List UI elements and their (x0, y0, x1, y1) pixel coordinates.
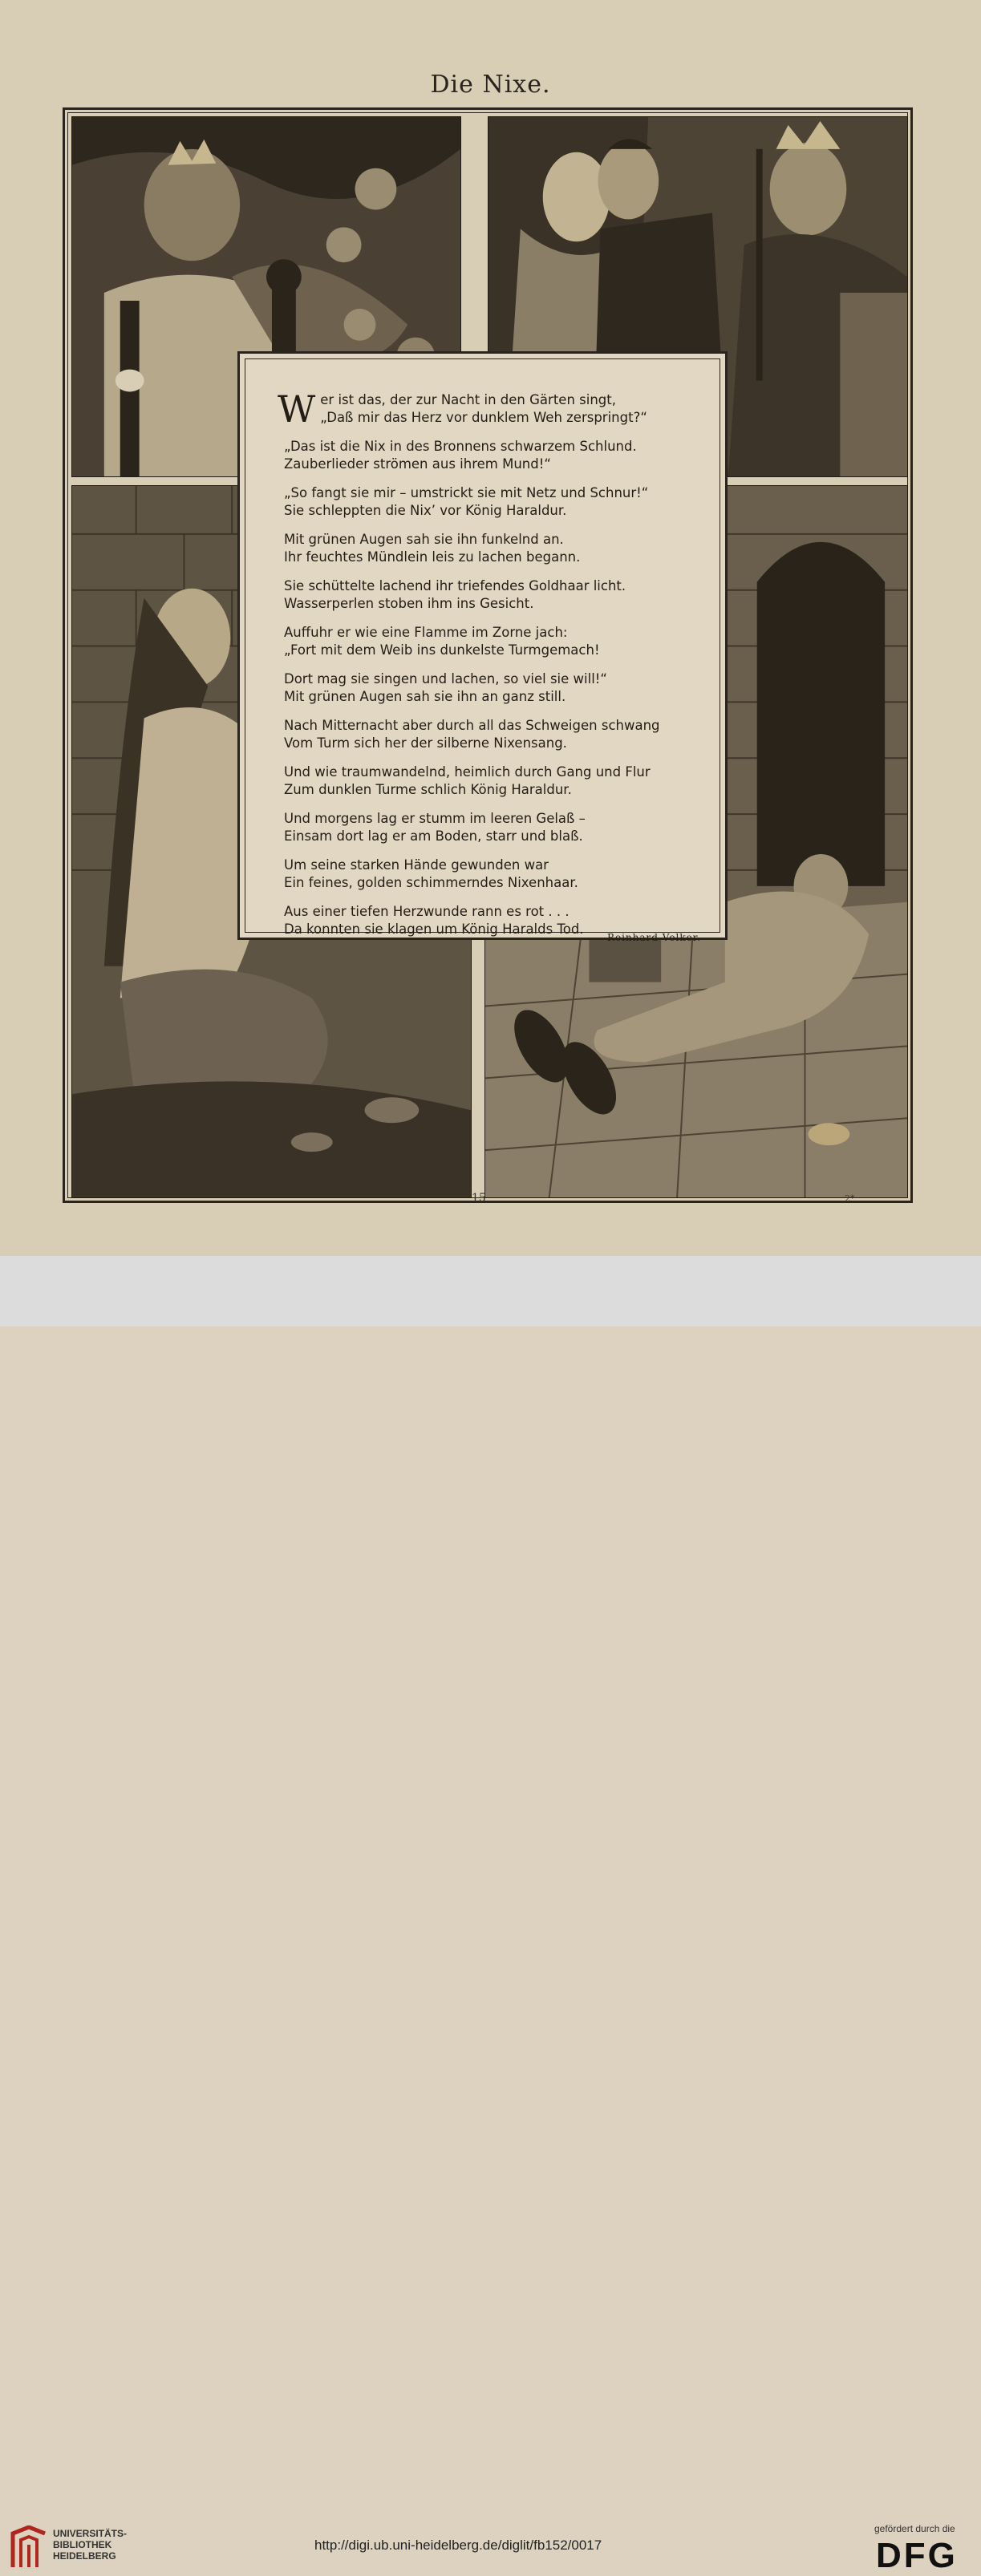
page-number: 15 (472, 1192, 486, 1205)
poem-line: Mit grünen Augen sah sie ihn funkelnd an. (284, 532, 564, 547)
poem-line: Um seine starken Hände gewunden war (284, 857, 549, 873)
poem-line: Auffuhr er wie eine Flamme im Zorne jach: (284, 625, 568, 640)
dropcap-letter: W (278, 387, 316, 431)
institution-line: BIBLIOTHEK (53, 2539, 112, 2550)
poem-line: Ein feines, golden schimmerndes Nixenhaar. (284, 875, 578, 890)
poem-line: Und wie traumwandelnd, heimlich durch Gang und Flur (284, 764, 651, 780)
stanza (284, 624, 701, 659)
scanned-page (0, 0, 981, 1256)
funding-label: gefördert durch die (874, 2523, 955, 2534)
poem-text (278, 387, 701, 943)
poem-line: er ist das, der zur Nacht in den Gärten singt, (320, 392, 616, 407)
institution-line: HEIDELBERG (53, 2550, 116, 2562)
poem-line: Vom Turm sich her der silberne Nixensang. (284, 735, 567, 751)
poem-line: Ihr feuchtes Mündlein leis zu lachen begann. (284, 549, 581, 565)
page-title: Die Nixe. (430, 71, 551, 99)
poem-line: Wasserperlen stoben ihm ins Gesicht. (284, 596, 534, 611)
poem-line: „So fangt sie mir – umstrickt sie mit Netz und Schnur!“ (284, 485, 649, 500)
stanza (284, 857, 701, 892)
poem-line: Sie schleppten die Nix’ vor König Haraldur. (284, 503, 567, 518)
author-name: Reinhard Volker. (606, 932, 701, 943)
poem-line: Zum dunklen Turme schlich König Haraldur. (284, 782, 572, 797)
university-library-logo-icon[interactable] (10, 2525, 48, 2570)
dfg-logo[interactable]: DFG (876, 2536, 958, 2575)
poem-line: Sie schüttelte lachend ihr triefendes Goldhaar licht. (284, 578, 626, 593)
permalink-url[interactable]: http://digi.ub.uni-heidelberg.de/diglit/fb152/0017 (314, 2538, 602, 2553)
university-library-name[interactable] (53, 2528, 127, 2562)
poem-line: „Daß mir das Herz vor dunklem Weh zerspringt?“ (320, 410, 647, 425)
stanza (284, 484, 701, 520)
stanza (284, 438, 701, 473)
poem-line: Da konnten sie klagen um König Haralds Tod. (284, 921, 584, 937)
poem-line: Einsam dort lag er am Boden, starr und blaß. (284, 828, 583, 844)
stanza (284, 717, 701, 752)
poem-line: Nach Mitternacht aber durch all das Schweigen schwang (284, 718, 660, 733)
poem-line: Mit grünen Augen sah sie ihn an ganz still. (284, 689, 566, 704)
poem-line: „Das ist die Nix in des Bronnens schwarzem Schlund. (284, 439, 637, 454)
viewer-footer (0, 1256, 981, 2575)
stanza (284, 903, 701, 943)
stanza (284, 763, 701, 799)
poem-line: Zauberlieder strömen aus ihrem Mund!“ (284, 456, 551, 472)
stanza (284, 577, 701, 613)
stanza (278, 387, 701, 431)
stanza (284, 810, 701, 845)
institution-line: UNIVERSITÄTS- (53, 2528, 128, 2539)
signature-mark: 2* (845, 1193, 855, 1204)
poem-line: Aus einer tiefen Herzwunde rann es rot . . . (284, 904, 570, 919)
poem-line: Und morgens lag er stumm im leeren Gelaß – (284, 811, 586, 826)
stanza (284, 670, 701, 706)
poem-line: „Fort mit dem Weib ins dunkelste Turmgemach! (284, 642, 600, 658)
stanza (284, 531, 701, 566)
poem-line: Dort mag sie singen und lachen, so viel sie will!“ (284, 671, 607, 687)
